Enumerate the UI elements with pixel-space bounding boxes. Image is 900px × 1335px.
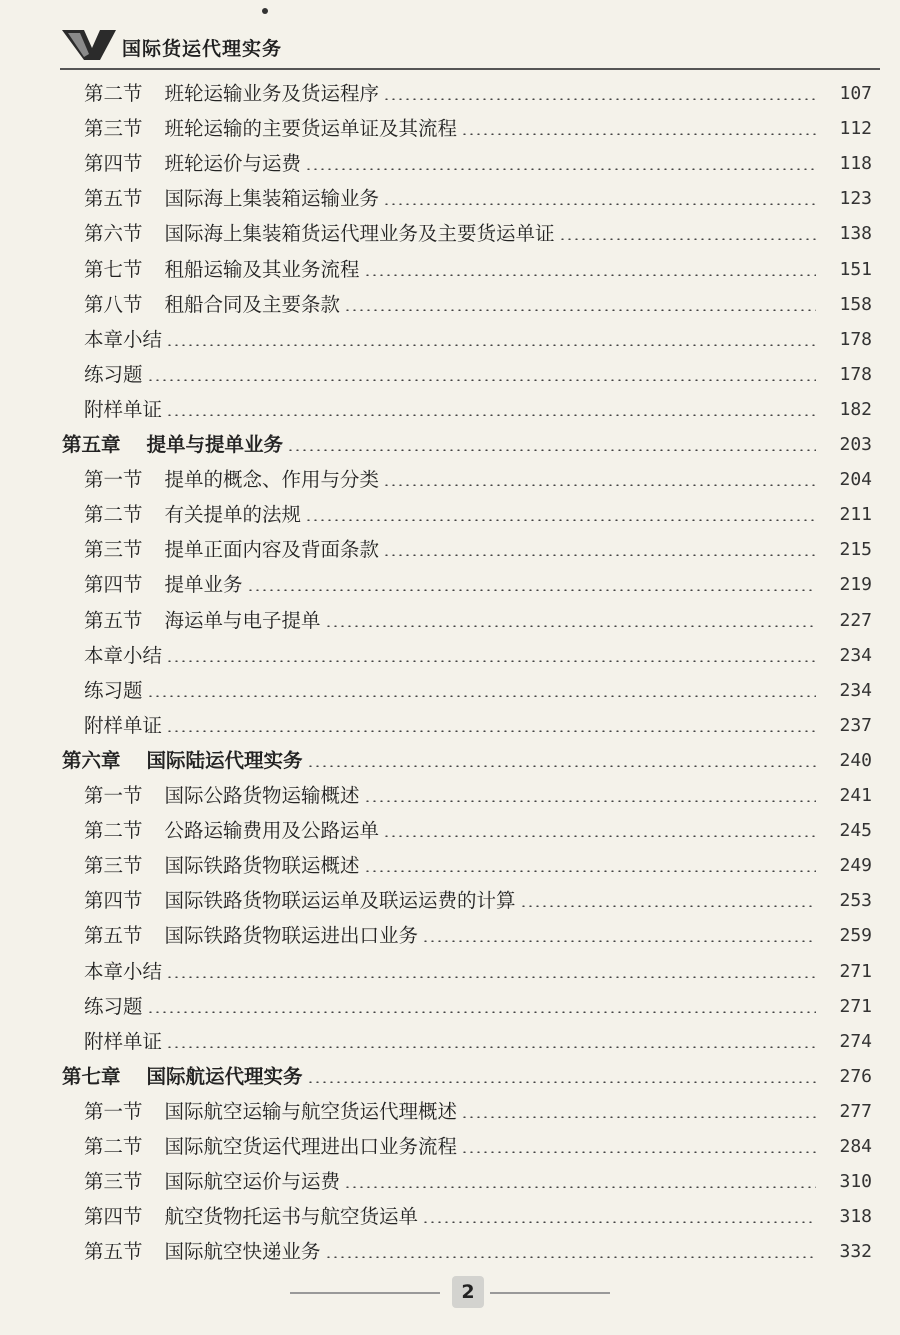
toc-entry-label: 本章小结	[84, 643, 163, 667]
toc-leader-dots	[461, 1151, 816, 1153]
toc-leader-dots	[166, 1046, 816, 1048]
page-number: 2	[452, 1276, 484, 1308]
toc-section-entry	[0, 884, 900, 918]
toc-entry-label: 本章小结	[84, 959, 163, 983]
toc-page-number: 151	[839, 258, 872, 280]
toc-section-entry	[0, 288, 900, 322]
toc-entry-title: 国际铁路货物联运运单及联运运费的计算	[164, 889, 516, 913]
toc-misc-entry	[0, 955, 900, 989]
toc-entry-label: 第七节	[84, 257, 143, 281]
toc-section-entry	[0, 604, 900, 638]
toc-entry-title: 提单正面内容及背面条款	[164, 538, 380, 562]
toc-entry-label: 第一节	[84, 468, 143, 492]
toc-leader-dots	[422, 1221, 816, 1223]
toc-entry-label: 第五章	[62, 433, 121, 456]
toc-page-number: 107	[839, 83, 872, 104]
toc-section-entry	[0, 779, 900, 813]
toc-entry-title: 国际航空运输与航空货运代理概述	[164, 1099, 458, 1123]
toc-section-entry	[0, 147, 900, 181]
toc-section-entry	[0, 849, 900, 883]
toc-entry-title: 租船运输及其业务流程	[164, 257, 360, 281]
toc-leader-dots	[383, 835, 816, 837]
toc-entry-title: 提单业务	[164, 573, 243, 597]
toc-entry-label: 练习题	[84, 678, 143, 702]
running-header-title: 国际货运代理实务	[122, 38, 283, 60]
toc-section-entry	[0, 182, 900, 216]
toc-entry-label: 第三节	[84, 538, 143, 562]
toc-entry-title: 国际航空运价与运费	[164, 1170, 341, 1194]
toc-leader-dots	[166, 344, 816, 346]
toc-page-number: 274	[839, 1030, 872, 1052]
toc-entry-label: 第四节	[84, 889, 143, 913]
toc-entry-label: 本章小结	[84, 327, 163, 351]
toc-leader-dots	[307, 1081, 816, 1083]
toc-page-number: 241	[839, 785, 872, 806]
toc-entry-label: 第二节	[84, 82, 143, 105]
footer-rule-left	[290, 1292, 440, 1294]
toc-section-entry	[0, 568, 900, 602]
toc-leader-dots	[147, 695, 816, 697]
toc-page-number: 245	[839, 820, 872, 842]
toc-page-number: 259	[839, 925, 872, 947]
toc-misc-entry	[0, 674, 900, 708]
toc-entry-title: 提单的概念、作用与分类	[164, 468, 380, 492]
footer-rule-right	[490, 1292, 610, 1294]
toc-leader-dots	[305, 168, 816, 170]
toc-page-number: 178	[839, 328, 872, 350]
toc-entry-label: 第五节	[84, 1240, 143, 1264]
toc-page-number: 310	[839, 1171, 872, 1193]
toc-leader-dots	[364, 870, 816, 872]
toc-entry-title: 航空货物托运书与航空货运单	[164, 1205, 419, 1229]
toc-page-number: 249	[839, 855, 872, 877]
toc-page-number: 204	[839, 469, 872, 491]
toc-entry-label: 附样单证	[84, 397, 163, 421]
toc-page-number: 271	[839, 960, 872, 982]
toc-entry-label: 第二节	[84, 819, 143, 843]
toc-entry-title: 国际航空快递业务	[164, 1240, 321, 1264]
toc-leader-dots	[325, 1256, 816, 1258]
toc-leader-dots	[305, 519, 816, 521]
toc-misc-entry	[0, 639, 900, 673]
toc-entry-title: 国际海上集装箱货运代理业务及主要货运单证	[164, 222, 555, 246]
toc-page-number: 318	[839, 1206, 872, 1228]
toc-leader-dots	[364, 274, 816, 276]
toc-entry-title: 国际铁路货物联运概述	[164, 854, 360, 878]
toc-page-number: 240	[839, 749, 872, 771]
toc-misc-entry	[0, 990, 900, 1024]
toc-entry-label: 第六章	[62, 748, 121, 772]
toc-misc-entry	[0, 393, 900, 427]
toc-entry-title: 班轮运输的主要货运单证及其流程	[164, 117, 458, 141]
toc-leader-dots	[307, 765, 816, 767]
toc-chapter-entry	[0, 744, 900, 778]
toc-entry-label: 附样单证	[84, 713, 163, 737]
toc-leader-dots	[166, 414, 816, 416]
toc-entry-label: 第三节	[84, 854, 143, 878]
toc-entry-label: 练习题	[84, 362, 143, 386]
toc-entry-title: 国际公路货物运输概述	[164, 784, 360, 807]
toc-leader-dots	[383, 554, 816, 556]
toc-misc-entry	[0, 1025, 900, 1059]
toc-page-number: 158	[839, 293, 872, 315]
toc-entry-title: 国际陆运代理实务	[146, 748, 303, 772]
toc-page-number: 271	[839, 995, 872, 1017]
toc-entry-label: 第二节	[84, 503, 143, 527]
toc-leader-dots	[422, 940, 816, 942]
toc-entry-label: 第三节	[84, 1170, 143, 1194]
toc-entry-label: 第二节	[84, 1135, 143, 1158]
toc-leader-dots	[344, 1186, 816, 1188]
toc-leader-dots	[247, 589, 816, 591]
toc-section-entry	[0, 1200, 900, 1234]
toc-page-number: 182	[839, 398, 872, 420]
toc-misc-entry	[0, 709, 900, 743]
toc-section-entry	[0, 463, 900, 497]
toc-entry-title: 有关提单的法规	[164, 503, 302, 527]
toc-page-number: 219	[839, 574, 872, 596]
toc-section-entry	[0, 533, 900, 567]
toc-entry-title: 班轮运价与运费	[164, 152, 302, 176]
toc-entry-label: 第七章	[62, 1064, 121, 1088]
toc-page-number: 227	[839, 609, 872, 631]
toc-section-entry	[0, 814, 900, 848]
toc-section-entry	[0, 919, 900, 953]
toc-page-number: 276	[839, 1065, 872, 1087]
toc-leader-dots	[287, 449, 816, 451]
toc-leader-dots	[461, 133, 816, 135]
toc-entry-label: 第三节	[84, 117, 143, 141]
toc-entry-label: 第五节	[84, 924, 143, 948]
toc-entry-label: 练习题	[84, 994, 143, 1018]
toc-page-number: 234	[839, 679, 872, 701]
toc-entry-title: 租船合同及主要条款	[164, 292, 341, 316]
toc-page-number: 138	[839, 223, 872, 245]
toc-page-number: 123	[839, 188, 872, 210]
toc-entry-label: 第四节	[84, 573, 143, 597]
toc-leader-dots	[166, 976, 816, 978]
toc-entry-title: 国际航运代理实务	[146, 1064, 303, 1088]
toc-misc-entry	[0, 358, 900, 392]
toc-page-number: 215	[839, 539, 872, 561]
toc-entry-label: 附样单证	[84, 1029, 163, 1053]
toc-page-number: 203	[839, 434, 872, 455]
toc-entry-label: 第六节	[84, 222, 143, 246]
toc-page-number: 253	[839, 890, 872, 912]
toc-section-entry	[0, 253, 900, 287]
toc-entry-title: 国际海上集装箱运输业务	[164, 187, 380, 211]
toc-entry-label: 第八节	[84, 292, 143, 316]
toc-entry-title: 国际航空货运代理进出口业务流程	[164, 1135, 458, 1158]
toc-leader-dots	[364, 800, 816, 802]
toc-page-number: 211	[839, 504, 872, 526]
toc-entry-label: 第四节	[84, 1205, 143, 1229]
toc-leader-dots	[166, 730, 816, 732]
toc-entry-label: 第一节	[84, 784, 143, 807]
toc-entry-label: 第一节	[84, 1099, 143, 1123]
toc-section-entry	[0, 1235, 900, 1269]
toc-page-number: 237	[839, 714, 872, 736]
toc-entry-title: 提单与提单业务	[146, 433, 284, 456]
toc-section-entry	[0, 1095, 900, 1129]
toc-leader-dots	[461, 1116, 816, 1118]
toc-page-number: 118	[839, 153, 872, 175]
toc-section-entry	[0, 77, 900, 111]
toc-section-entry	[0, 498, 900, 532]
toc-misc-entry	[0, 323, 900, 357]
toc-chapter-entry	[0, 1060, 900, 1094]
toc-entry-title: 国际铁路货物联运进出口业务	[164, 924, 419, 948]
toc-page-number: 178	[839, 363, 872, 385]
toc-leader-dots	[383, 484, 816, 486]
toc-page-number: 277	[839, 1100, 872, 1122]
page-footer	[0, 1272, 900, 1312]
toc-entry-label: 第五节	[84, 608, 143, 632]
toc-section-entry	[0, 112, 900, 146]
toc-page-number: 332	[839, 1241, 872, 1263]
toc-leader-dots	[147, 1011, 816, 1013]
toc-chapter-entry	[0, 428, 900, 462]
toc-section-entry	[0, 1130, 900, 1164]
toc-leader-dots	[147, 379, 816, 381]
toc-section-entry	[0, 1165, 900, 1199]
toc-page-number: 284	[839, 1136, 872, 1157]
toc-entry-title: 公路运输费用及公路运单	[164, 819, 380, 843]
toc-entry-label: 第四节	[84, 152, 143, 176]
toc-entry-title: 海运单与电子提单	[164, 608, 321, 632]
toc-leader-dots	[383, 203, 816, 205]
toc-entry-title: 班轮运输业务及货运程序	[164, 82, 380, 105]
toc-page-number: 112	[839, 118, 872, 140]
toc-page-number: 234	[839, 644, 872, 666]
toc-leader-dots	[520, 905, 816, 907]
toc-entry-label: 第五节	[84, 187, 143, 211]
toc-leader-dots	[559, 238, 816, 240]
toc-leader-dots	[383, 98, 816, 100]
toc-leader-dots	[344, 309, 816, 311]
toc-section-entry	[0, 217, 900, 251]
toc-leader-dots	[166, 660, 816, 662]
toc-leader-dots	[325, 625, 816, 627]
